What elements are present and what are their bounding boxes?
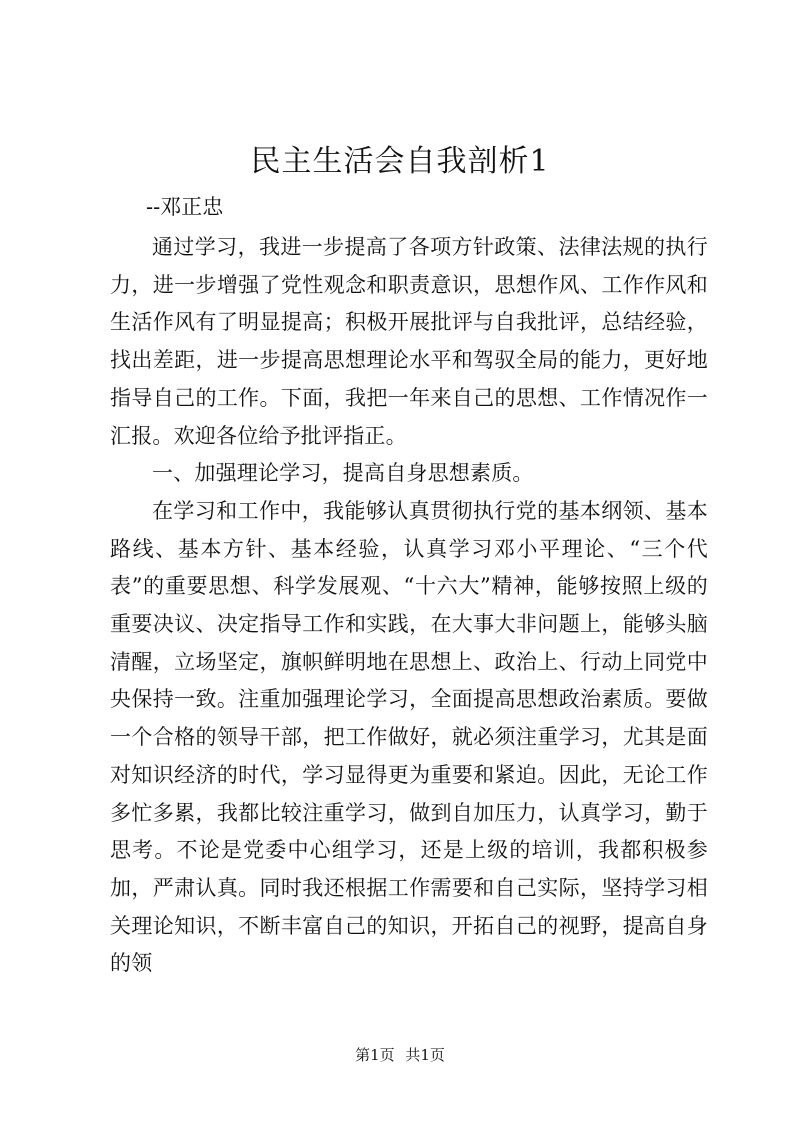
author-line: --邓正忠 (146, 195, 224, 219)
page-total: 共1页 (405, 1046, 445, 1064)
document-title: 民主生活会自我剖析1 (250, 144, 550, 179)
paragraph-intro: 通过学习，我进一步提高了各项方针政策、法律法规的执行力，进一步增强了党性观念和职责意识，思想作风、工作作风和生活作风有了明显提高；积极开展批评与自我批评，总结经验，找出差距，进一步提高思想理论水平和驾驭全局的能力，更好地指导自己的工作。下面，我把一年来自己的思想、工作情况作一汇报。欢迎各位给予批评指正。 (110, 235, 708, 448)
document-body (110, 229, 708, 983)
page-footer (0, 1045, 800, 1065)
paragraph-study: 在学习和工作中，我能够认真贯彻执行党的基本纲领、基本路线、基本方针、基本经验，认真学习邓小平理论、“三个代表”的重要思想、科学发展观、“十六大”精神，能够按照上级的重要决议、决定指导工作和实践，在大事大非问题上，能够头脑清醒，立场坚定，旗帜鲜明地在思想上、政治上、行动上同党中央保持一致。注重加强理论学习，全面提高思想政治素质。要做一个合格的领导干部，把工作做好，就必须注重学习，尤其是面对知识经济的时代，学习显得更为重要和紧迫。因此，无论工作多忙多累，我都比较注重学习，做到自加压力，认真学习，勤于思考。不论是党委中心组学习，还是上级的培训，我都积极参加，严肃认真。同时我还根据工作需要和自己实际，坚持学习相关理论知识，不断丰富自己的知识，开拓自己的视野，提高自身的领 (110, 498, 708, 976)
section-heading: 一、加强理论学习，提高自身思想素质。 (152, 461, 534, 486)
page-number: 第1页 (355, 1046, 395, 1064)
